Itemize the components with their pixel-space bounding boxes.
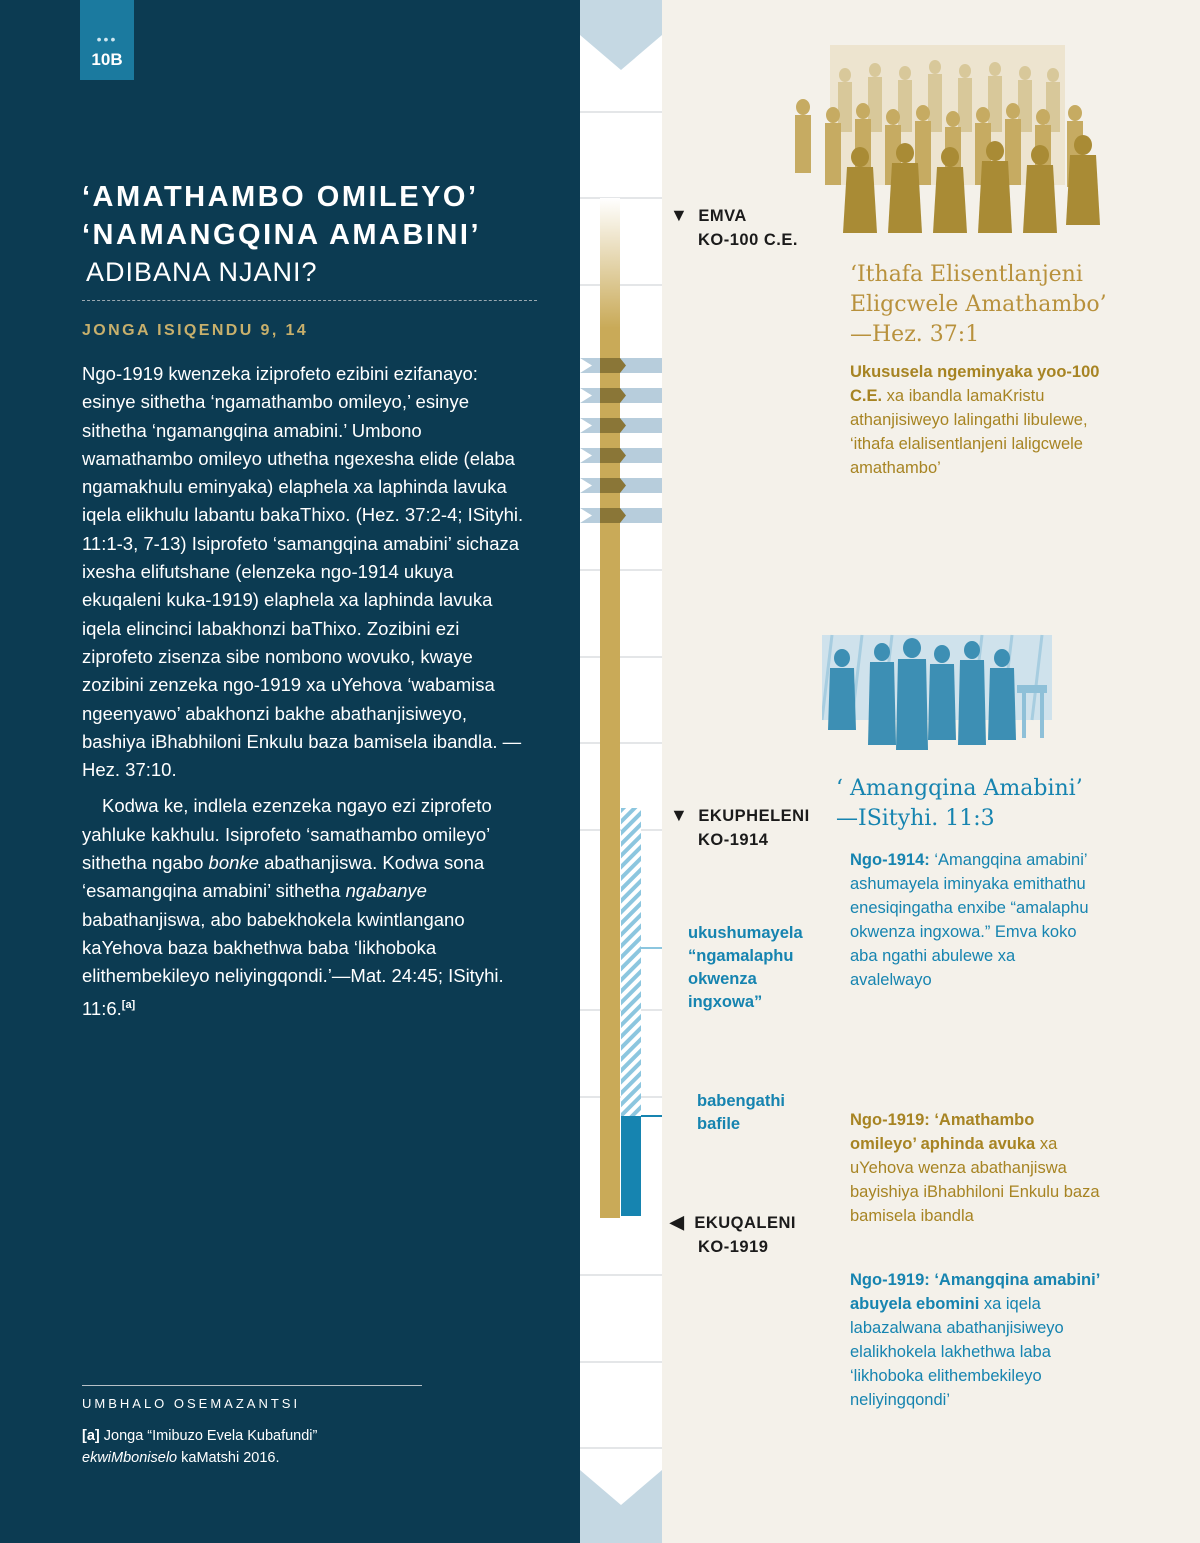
section2-heading: ‘ Amangqina Amabini’ —ISityhi. 11:3: [836, 776, 1083, 831]
footnote-link[interactable]: [a]: [121, 998, 136, 1011]
label-preaching: ukushumayela “ngamalaphu okwenza ingxowa”: [688, 924, 803, 1011]
footnote-heading: UMBHALO OSEMAZANTSI: [82, 1396, 301, 1411]
title-line-3: ADIBANA NJANI?: [86, 257, 318, 287]
section2-bold: Ngo-1914:: [850, 851, 930, 869]
article-body: [82, 360, 530, 1031]
section3-text: xa uYehova wenza abathanjiswa bayishiya iBhabhiloni Enkulu baza bamisela ibandla: [850, 1135, 1100, 1225]
triangle-down-icon: ▼: [670, 805, 689, 825]
footnote-text-b: kaMatshi 2016.: [177, 1450, 280, 1466]
timeline-graphic: [580, 0, 662, 1543]
footnote-emphasis: ekwiMboniselo: [82, 1450, 178, 1466]
title-line-2: ‘NAMANGQINA AMABINI’: [82, 219, 482, 251]
triangle-left-icon: ◀: [670, 1212, 685, 1232]
marker-100ce: [670, 203, 798, 252]
marker-100ce-line1: EMVA: [698, 207, 747, 225]
section2-paragraph: [850, 848, 1095, 992]
p2-emphasis-1: bonke: [208, 852, 259, 874]
bottom-chevron: [580, 1470, 662, 1543]
preaching-hatch-bar: [621, 808, 641, 1116]
marker-1914-line1: EKUPHELENI: [698, 807, 810, 825]
marker-100ce-line2: KO-100 C.E.: [698, 231, 798, 249]
footnote-text-a: Jonga “Imibuzo Evela Kubafundi”: [99, 1428, 318, 1444]
section2-text: ‘Amangqina amabini’ ashumayela iminyaka emithathu enesiqingatha enxibe “amalaphu okwenza ingxowa.” Emva koko aba ngathi abulewe xa avalelwayo: [850, 851, 1089, 989]
section4-text: xa iqela labazalwana abathanjisiweyo elalikhokela lakhethwa laba ‘likhoboka elithembekileyo neliyingqondi’: [850, 1295, 1064, 1409]
title-line-1: ‘AMATHAMBO OMILEYO’: [82, 181, 479, 213]
footnote-divider: [82, 1385, 422, 1386]
crowd-illustration: [785, 45, 1115, 235]
section1-bold: Ukususela ngeminyaka yoo-100 C.E.: [850, 363, 1100, 405]
marker-1919-line2: KO-1919: [698, 1238, 769, 1256]
paragraph-2: [82, 792, 530, 1023]
title-divider: [82, 300, 537, 301]
section1-paragraph: [850, 360, 1115, 480]
badge-number: 10B: [91, 50, 123, 69]
gold-bar-fade: [600, 198, 620, 328]
p2-text-c: babathanjiswa, abo babekhokela kwintlangano kaYehova baza bakhethwa baba ‘likhoboka elithembekileyo neliyingqondi.’—Mat. 24:45; ISityhi. 11:6.: [82, 908, 504, 1019]
marker-1914-line2: KO-1914: [698, 831, 769, 849]
page-title: [82, 178, 552, 290]
marker-1919: [670, 1210, 796, 1259]
label-dead: babengathi bafile: [697, 1092, 786, 1133]
study-reference: JONGA ISIQENDU 9, 14: [82, 322, 309, 339]
top-chevron: [580, 0, 662, 70]
footnote-marker: [a]: [82, 1428, 100, 1444]
section3-paragraph: [850, 1108, 1100, 1228]
marker-1914: [670, 803, 810, 852]
p2-emphasis-2: ngabanye: [345, 880, 427, 902]
section4-paragraph: [850, 1268, 1100, 1412]
timeline-ticks: [580, 112, 662, 1448]
marker-1919-line1: EKUQALENI: [694, 1214, 797, 1232]
section1-text: xa ibandla lamaKristu athanjisiweyo lalingathi libulewe, ‘ithafa elalisentlanjeni laligcwele amathambo’: [850, 387, 1088, 477]
section3-bold: Ngo-1919: ‘Amathambo omileyo’ aphinda avuka: [850, 1111, 1036, 1153]
p2-text-a: Kodwa ke, indlela ezenzeka ngayo ezi ziprofeto yahluke kakhulu. Isiprofeto ‘samathambo omileyo’ sithetha ngabo: [82, 795, 492, 874]
p2-text-b: abathanjiswa. Kodwa sona ‘esamangqina amabini’ sithetha: [82, 852, 485, 902]
dead-solid-bar: [621, 1116, 641, 1216]
men-illustration: [822, 630, 1062, 750]
zigzag-bands: [580, 358, 662, 523]
dots-icon: •••: [96, 31, 118, 47]
footnote-text: [82, 1425, 412, 1469]
triangle-down-icon: ▼: [670, 205, 689, 225]
paragraph-1: Ngo-1919 kwenzeka iziprofeto ezibini ezifanayo: esinye sithetha ‘ngamathambo omileyo,’ esinye sithetha ‘ngamangqina amabini.’ Umbono wamathambo omileyo uthetha ngexesha elide (elaba ngamakhulu eminyaka) elaphela xa laphinda lavuka iqela elikhulu labantu bakaThixo. (Hez. 37:2-4; ISityhi. 11:1-3, 7-13) Isiprofeto ‘samangqina amabini’ sichaza ixesha elifutshane (elenzeka ngo-1914 ukuya ekuqaleni kuka-1919) elaphela xa laphinda lavuka iqela elincinci labakhonzi baThixo. Zozibini ezi ziprofeto zisenza sibe nombono wovuko, kwaye zozibini zenzeka ngo-1919 xa uYehova ‘wabamisa ngeenyawo’ abakhonzi bakhe abathanjisiweyo, bashiya iBhabhiloni Enkulu baza bamisela ibandla. —Hez. 37:10.: [82, 363, 524, 781]
page-badge: [80, 0, 134, 80]
section4-bold: Ngo-1919: ‘Amangqina amabini’ abuyela ebomini: [850, 1271, 1100, 1313]
section1-heading: ‘Ithafa Elisentlanjeni Eligcwele Amathambo’ —Hez. 37:1: [850, 262, 1107, 347]
